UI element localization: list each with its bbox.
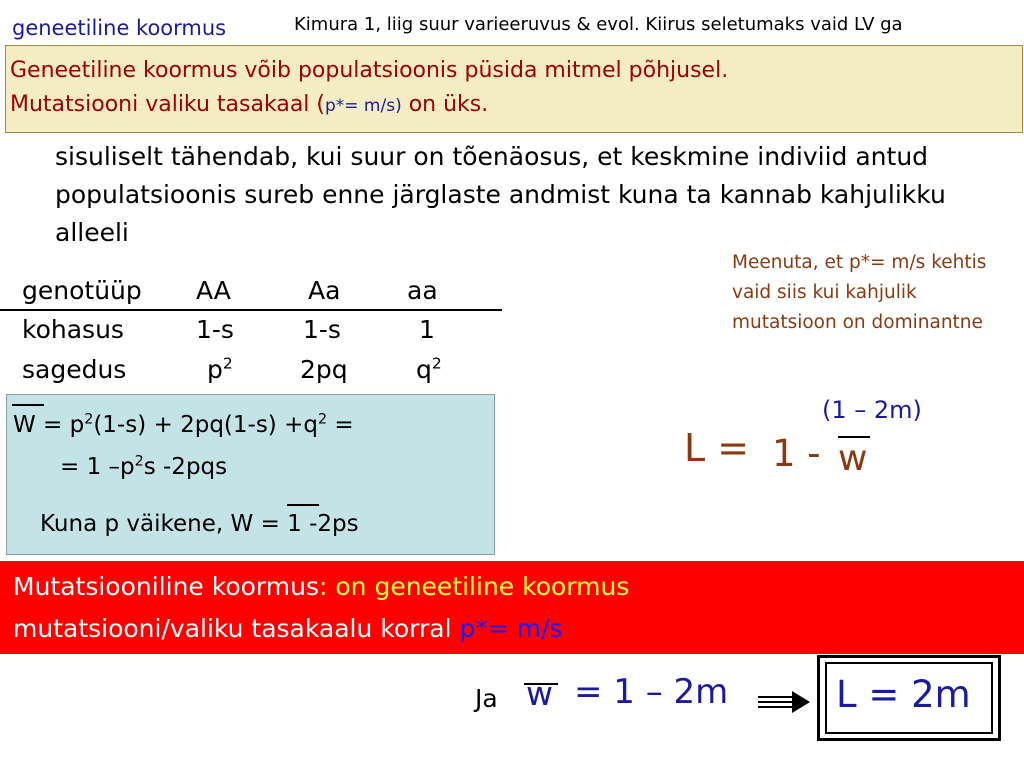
l3-part-b: = 1 -2ps bbox=[253, 511, 359, 537]
fitness-Aa: 1-s bbox=[303, 315, 341, 344]
mutation-load-term: Mutatsiooniline koormus bbox=[13, 572, 319, 601]
load-numerator: (1 – 2m) bbox=[822, 396, 922, 424]
fitness-aa: 1 bbox=[419, 315, 435, 344]
arrow-right-icon bbox=[756, 690, 812, 714]
w-overbar bbox=[12, 404, 44, 406]
frequency-row-label: sagedus bbox=[22, 355, 127, 384]
exponent: 2 bbox=[84, 411, 94, 428]
mean-fitness-line-1 bbox=[13, 412, 354, 438]
exponent: 2 bbox=[134, 453, 144, 470]
l1-part-a: = p bbox=[35, 412, 85, 438]
fitness-row-label: kohasus bbox=[22, 315, 124, 344]
reminder-note: Meenuta, et p*= m/s kehtis vaid siis kui kahjulik mutatsioon on dominantne bbox=[732, 252, 987, 333]
mutation-load-line-2 bbox=[13, 614, 563, 643]
mutation-load-def-a: : on geneetiline koormus bbox=[319, 572, 630, 601]
slide-title: geneetiline koormus bbox=[12, 16, 227, 40]
frequency-aa-base: q bbox=[416, 355, 432, 384]
bottom-ja: Ja bbox=[475, 684, 498, 713]
exponent: 2 bbox=[431, 354, 442, 373]
table-divider bbox=[0, 309, 502, 311]
load-description: sisuliselt tähendab, kui suur on tõenäosus, et keskmine indiviid antud populatsioonis sureb enne järglaste andmist kuna ta kannab kahjulikku alleeli bbox=[55, 142, 946, 247]
genotype-header-Aa: Aa bbox=[308, 276, 341, 305]
intro-line-2 bbox=[10, 92, 488, 117]
frequency-Aa: 2pq bbox=[300, 355, 348, 384]
fitness-AA: 1-s bbox=[196, 315, 234, 344]
mutation-load-line-1 bbox=[13, 572, 629, 601]
load-one-minus: 1 - bbox=[772, 432, 821, 475]
intro-line-2-end: on üks. bbox=[401, 92, 489, 117]
l2-part-a: = 1 –p bbox=[60, 454, 135, 480]
l2-part-b: s -2pqs bbox=[143, 454, 228, 480]
w-overbar-2 bbox=[287, 504, 319, 506]
bottom-w: w bbox=[526, 674, 553, 713]
genotype-header-AA: AA bbox=[196, 276, 231, 305]
exponent: 2 bbox=[317, 411, 328, 428]
genotype-header-aa: aa bbox=[407, 276, 438, 305]
result-equation: L = 2m bbox=[836, 673, 971, 716]
bottom-equation: = 1 – 2m bbox=[574, 672, 729, 712]
intro-line-1: Geneetiline koormus võib populatsioonis püsida mitmel põhjusel. bbox=[10, 58, 729, 83]
l1-part-b: (1-s) + 2pq(1-s) +q bbox=[93, 412, 318, 438]
load-lhs: L = bbox=[684, 426, 750, 470]
w-symbol-2: W bbox=[230, 511, 254, 537]
exponent: 2 bbox=[222, 354, 233, 373]
mutation-load-formula: p*= m/s bbox=[459, 614, 563, 643]
frequency-aa bbox=[416, 355, 442, 384]
load-w: w bbox=[838, 438, 868, 479]
frequency-AA-base: p bbox=[207, 355, 223, 384]
frequency-AA bbox=[207, 355, 233, 384]
l1-part-c: = bbox=[327, 412, 354, 438]
l3-part-a: Kuna p väikene, bbox=[40, 511, 231, 537]
mean-fitness-line-2 bbox=[60, 454, 227, 480]
w-symbol: W bbox=[13, 412, 36, 438]
slide-subtitle: Kimura 1, liig suur varieeruvus & evol. Kiirus seletumaks vaid LV ga bbox=[294, 14, 903, 35]
mutation-load-def-b: mutatsiooni/valiku tasakaalu korral bbox=[13, 614, 460, 643]
approximation-line bbox=[40, 511, 359, 537]
equilibrium-formula: p*= m/s) bbox=[324, 96, 402, 116]
intro-line-2-start: Mutatsiooni valiku tasakaal ( bbox=[10, 92, 325, 117]
genotype-header-label: genotüüp bbox=[22, 276, 142, 305]
